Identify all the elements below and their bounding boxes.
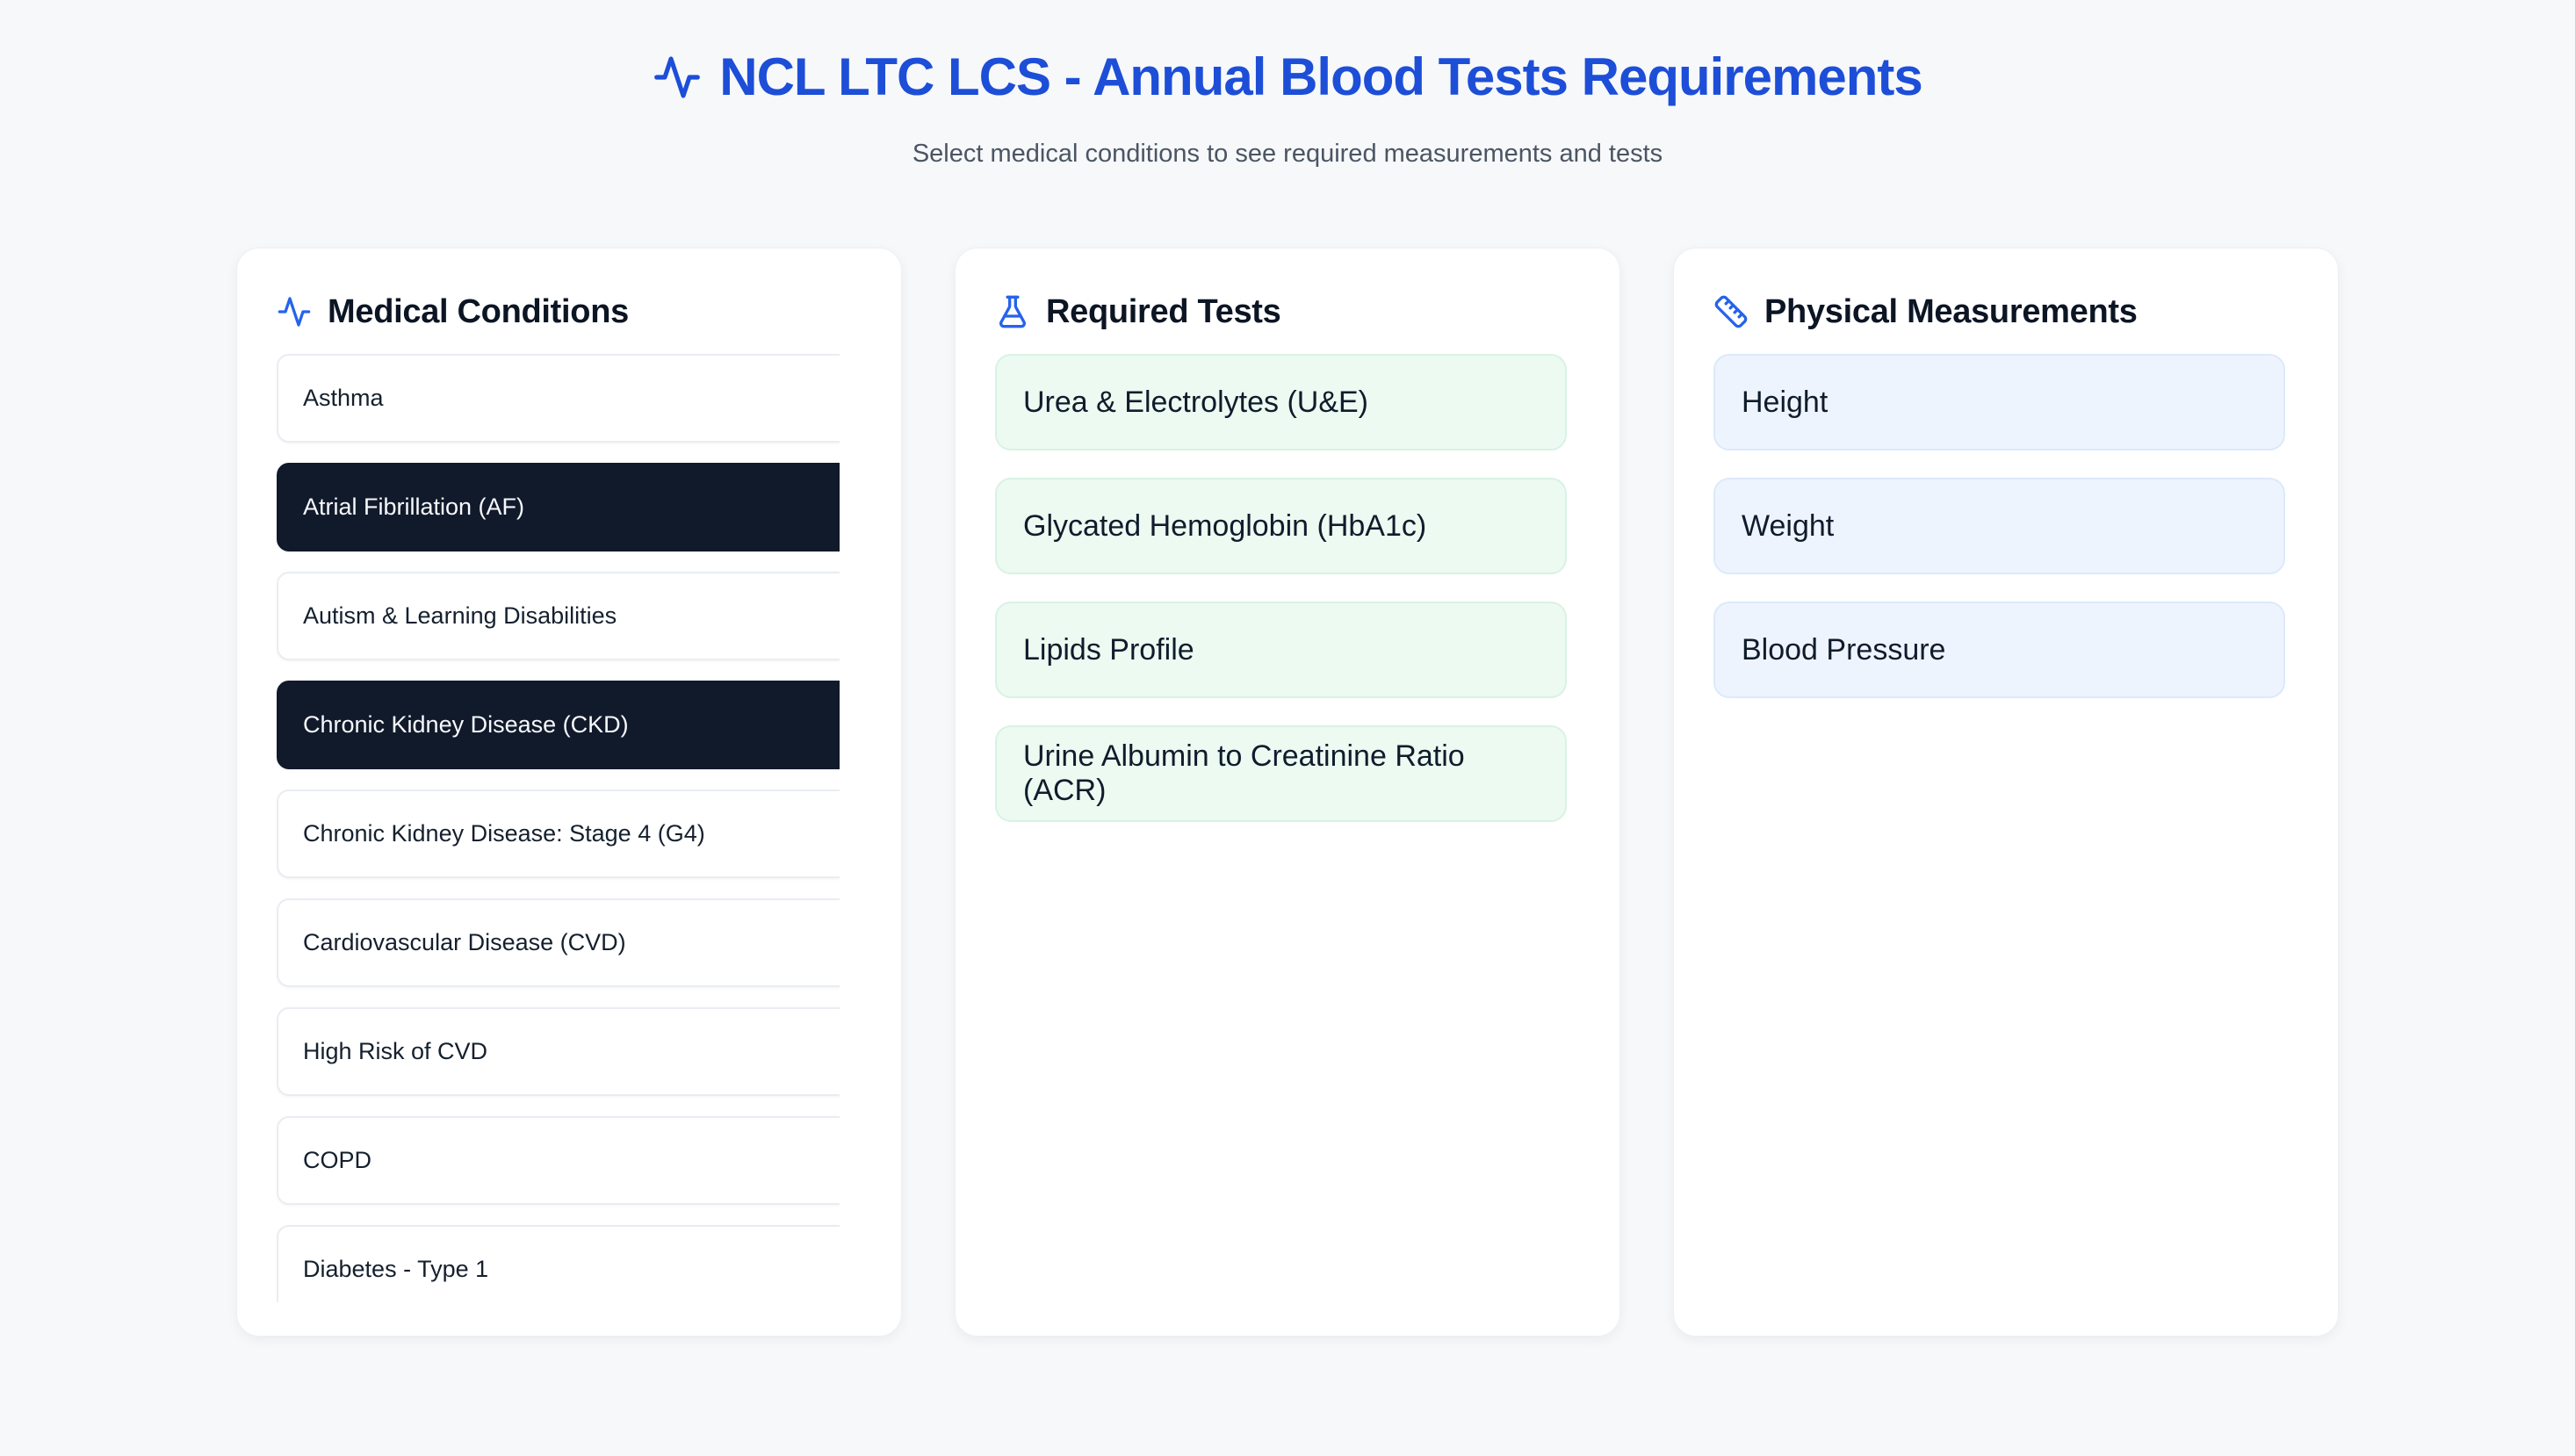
activity-icon (277, 294, 312, 329)
tests-title: Required Tests (1046, 293, 1281, 330)
measurement-item: Height (1713, 354, 2285, 450)
condition-item[interactable]: Autism & Learning Disabilities (277, 572, 840, 660)
condition-item[interactable]: Cardiovascular Disease (CVD) (277, 898, 840, 987)
ruler-icon (1713, 294, 1749, 329)
conditions-list[interactable] (277, 354, 840, 1302)
condition-item[interactable]: Asthma (277, 354, 840, 443)
test-item: Urea & Electrolytes (U&E) (995, 354, 1567, 450)
condition-item[interactable]: Atrial Fibrillation (AF) (277, 463, 840, 551)
panels-row (236, 248, 2339, 1337)
test-item: Urine Albumin to Creatinine Ratio (ACR) (995, 725, 1567, 822)
panel-medical-conditions (236, 248, 902, 1337)
conditions-title: Medical Conditions (328, 293, 629, 330)
page-title: NCL LTC LCS - Annual Blood Tests Requirements (719, 47, 1922, 106)
page-subtitle: Select medical conditions to see required measurements and tests (912, 140, 1663, 168)
panel-required-tests (955, 248, 1620, 1337)
tests-header (995, 289, 1580, 335)
measurements-title: Physical Measurements (1764, 293, 2138, 330)
flask-icon (995, 294, 1030, 329)
test-item: Glycated Hemoglobin (HbA1c) (995, 478, 1567, 574)
condition-item[interactable]: Chronic Kidney Disease: Stage 4 (G4) (277, 789, 840, 878)
condition-item[interactable]: Chronic Kidney Disease (CKD) (277, 681, 840, 769)
measurements-header (1713, 289, 2298, 335)
measurement-item: Weight (1713, 478, 2285, 574)
condition-item[interactable]: COPD (277, 1116, 840, 1205)
condition-item[interactable]: Diabetes - Type 1 (277, 1225, 840, 1302)
tests-list (995, 354, 1567, 822)
measurements-list (1713, 354, 2285, 698)
panel-physical-measurements (1673, 248, 2339, 1337)
page-header (0, 0, 2575, 170)
test-item: Lipids Profile (995, 602, 1567, 698)
activity-icon (653, 53, 702, 102)
condition-item[interactable]: High Risk of CVD (277, 1007, 840, 1096)
measurement-item: Blood Pressure (1713, 602, 2285, 698)
conditions-header (277, 289, 862, 335)
